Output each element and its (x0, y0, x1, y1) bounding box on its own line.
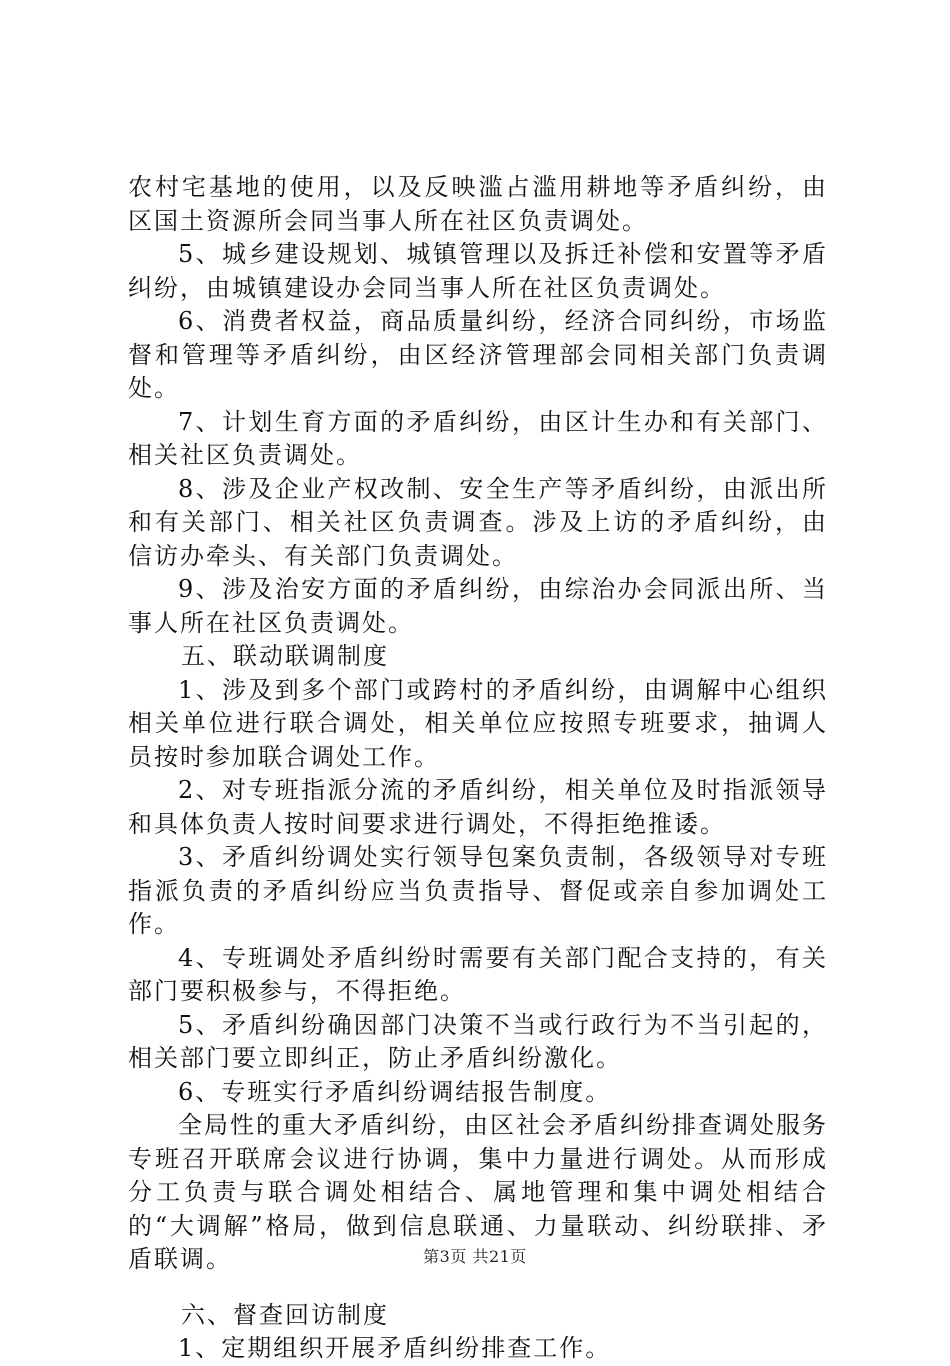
paragraph-linkage-2: 2、对专班指派分流的矛盾纠纷，相关单位及时指派领导和具体负责人按时间要求进行调处，不得拒绝推诿。 (128, 776, 828, 838)
paragraph-linkage-1: 1、涉及到多个部门或跨村的矛盾纠纷，由调解中心组织相关单位进行联合调处，相关单位应按照专班要求，抽调人员按时参加联合调处工作。 (128, 675, 828, 771)
paragraph-item-9-security: 9、涉及治安方面的矛盾纠纷，由综治办会同派出所、当事人所在社区负责调处。 (128, 575, 828, 637)
paragraph-item-5-planning: 5、城乡建设规划、城镇管理以及拆迁补偿和安置等矛盾纠纷，由城镇建设办会同当事人所在社区负责调处。 (128, 240, 828, 302)
section-heading-6: 六、督查回访制度 (181, 1300, 389, 1329)
paragraph-spacer (128, 1277, 828, 1299)
paragraph-linkage-6: 6、专班实行矛盾纠纷调结报告制度。 (178, 1077, 612, 1106)
paragraph-linkage-3: 3、矛盾纠纷调处实行领导包案负责制，各级领导对专班指派负责的矛盾纠纷应当负责指导、督促或亲自参加调处工作。 (128, 843, 828, 938)
paragraph-linkage-5: 5、矛盾纠纷确因部门决策不当或行政行为不当引起的，相关部门要立即纠正，防止矛盾纠纷激化。 (128, 1010, 828, 1072)
paragraph-item-8-enterprise: 8、涉及企业产权改制、安全生产等矛盾纠纷，由派出所和有关部门、相关社区负责调查。涉及上访的矛盾纠纷，由信访办牵头、有关部门负责调处。 (128, 474, 828, 570)
paragraph-linkage-4: 4、专班调处矛盾纠纷时需要有关部门配合支持的，有关部门要积极参与，不得拒绝。 (128, 943, 828, 1005)
paragraph-supervision-1: 1、定期组织开展矛盾纠纷排查工作。 (178, 1334, 612, 1362)
paragraph-item-7-family-planning: 7、计划生育方面的矛盾纠纷，由区计生办和有关部门、相关社区负责调处。 (128, 407, 828, 469)
paragraph-homestead: 农村宅基地的使用，以及反映滥占滥用耕地等矛盾纠纷，由区国土资源所会同当事人所在社区负责调处。 (128, 173, 828, 235)
document-body (128, 171, 828, 1366)
section-heading-5: 五、联动联调制度 (181, 642, 389, 670)
paragraph-item-6-consumer: 6、消费者权益，商品质量纠纷，经济合同纠纷，市场监督和管理等矛盾纠纷，由区经济管理部会同相关部门负责调处。 (128, 307, 828, 402)
paragraph-major-disputes: 全局性的重大矛盾纠纷，由区社会矛盾纠纷排查调处服务专班召开联席会议进行协调，集中力量进行调处。从而形成分工负责与联合调处相结合、属地管理和集中调处相结合的“大调解”格局，做到信息联通、力量联动、纠纷联排、矛盾联调。 (128, 1111, 828, 1273)
page-number-footer: 第3页 共21页 (423, 1247, 527, 1266)
